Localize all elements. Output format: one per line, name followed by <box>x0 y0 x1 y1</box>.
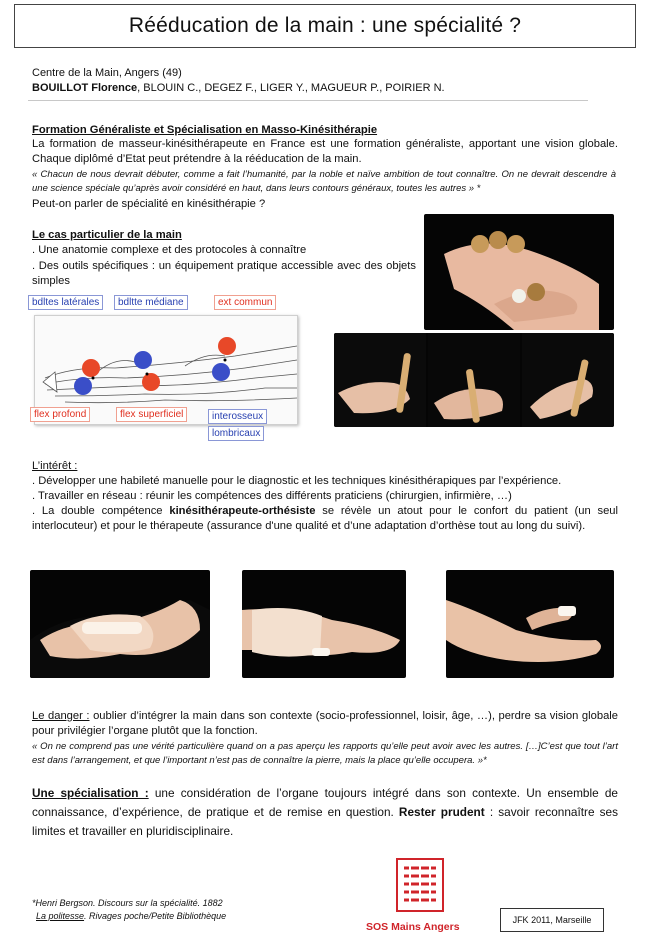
credit-text: JFK 2011, Marseille <box>512 915 592 925</box>
footnote-line-2: La politesse. Rivages poche/Petite Bibliothèque <box>36 911 227 921</box>
anatomy-diagram <box>28 290 328 445</box>
affiliation: Centre de la Main, Angers (49) <box>32 67 182 79</box>
cas-item-2: . Des outils spécifiques : un équipement pratique accessible avec des objets simples <box>32 260 416 287</box>
photo-stick-exercises <box>334 333 614 427</box>
footnote-line-1: *Henri Bergson. Discours sur la spécialité. 1882 <box>32 898 223 908</box>
interet-item-2: . Travailler en réseau : réunir les compétences des différents praticiens (chirurgien, infirmière, …) <box>32 490 512 502</box>
bergson-quote-2: « On ne comprend pas une vérité particulière quand on a pas aperçu les rapports qu’elle peut avoir avec les autres. […]C’est que tout l’art est dans l’arrangement, et que l’important n’est pas de connaître la pierre, mais la place qu’elle occupera. »* <box>32 741 618 766</box>
danger-paragraph: Le danger : oublier d’intégrer la main dans son contexte (socio-professionnel, loisir, âge, …), perdre sa vision globale pour privilégier l’organe plutôt que la fonction. <box>32 710 618 737</box>
lead-author: BOUILLOT Florence <box>32 82 138 94</box>
label-interosseux: interosseux <box>208 409 267 424</box>
cas-heading: Le cas particulier de la main <box>32 229 182 241</box>
credit-box <box>500 908 604 932</box>
danger-heading: Le danger : <box>32 710 90 722</box>
author-list <box>32 81 445 96</box>
formation-heading: Formation Généraliste et Spécialisation en Masso-Kinésithérapie <box>32 124 378 136</box>
label-lombricaux: lombricaux <box>208 426 264 441</box>
divider <box>28 100 588 101</box>
bergson-quote-1: « Chacun de nous devrait débuter, comme a fait l’humanité, par la noble et naïve ambition de tout connaître. On ne devrait descendre à une science spéciale qu’après avoir considéré en haut, dans leurs contours généraux, toutes les autres » * <box>32 169 616 194</box>
logo-name: SOS Mains Angers <box>366 921 460 933</box>
label-bandelettes-laterales: bdltes latérales <box>28 295 103 310</box>
sos-mains-logo <box>396 858 444 912</box>
label-extenseur-commun: ext commun <box>214 295 276 310</box>
specialisation-heading: Une spécialisation : <box>32 786 149 800</box>
double-competence: kinésithérapeute-orthésiste <box>169 505 316 517</box>
label-flechisseur-profond: flex profond <box>30 407 90 422</box>
co-authors: , BLOUIN C., DEGEZ F., LIGER Y., MAGUEUR P., POIRIER N. <box>137 82 445 94</box>
interet-item-1: . Développer une habileté manuelle pour le diagnostic et les techniques kinésithérapiques par l’expérience. <box>32 475 562 487</box>
rester-prudent: Rester prudent <box>398 805 485 819</box>
formation-text: La formation de masseur-kinésithérapeute en France est une formation généraliste, apportant une vision globale. Chaque diplômé d’Etat peut prétendre à la rééducation de la main. <box>32 138 618 165</box>
title-box <box>14 4 636 48</box>
label-bandelette-mediane: bdltte médiane <box>114 295 188 310</box>
photo-orthosis-thumb <box>446 570 614 678</box>
footnote <box>32 897 226 923</box>
photo-orthosis-finger <box>30 570 210 678</box>
label-flechisseur-superficiel: flex superficiel <box>116 407 187 422</box>
photo-hand-objects <box>424 214 614 330</box>
interet-heading: L’intérêt : <box>32 460 78 472</box>
photo-orthosis-wrist <box>242 570 406 678</box>
specialisation-paragraph: Une spécialisation : une considération de l’organe toujours intégré dans son contexte. Un ensemble de connaissance, d’expérience, de pratique et de remise en question. Rester prudent : savoir reconnaître ses limites et travailler en pluridisciplinaire. <box>32 786 619 838</box>
cas-item-1: . Une anatomie complexe et des protocoles à connaître <box>32 244 307 256</box>
interet-item-3: . La double compétence kinésithérapeute-orthésiste se révèle un atout pour le confort du patient (un seul interlocuteur) et pour le thérapeute (assurance d'une qualité et d’une adaptation d’orthèse tout au long du suivi). <box>32 505 618 532</box>
page-title: Rééducation de la main : une spécialité ? <box>128 14 522 37</box>
formation-question: Peut-on parler de spécialité en kinésithérapie ? <box>32 198 266 210</box>
